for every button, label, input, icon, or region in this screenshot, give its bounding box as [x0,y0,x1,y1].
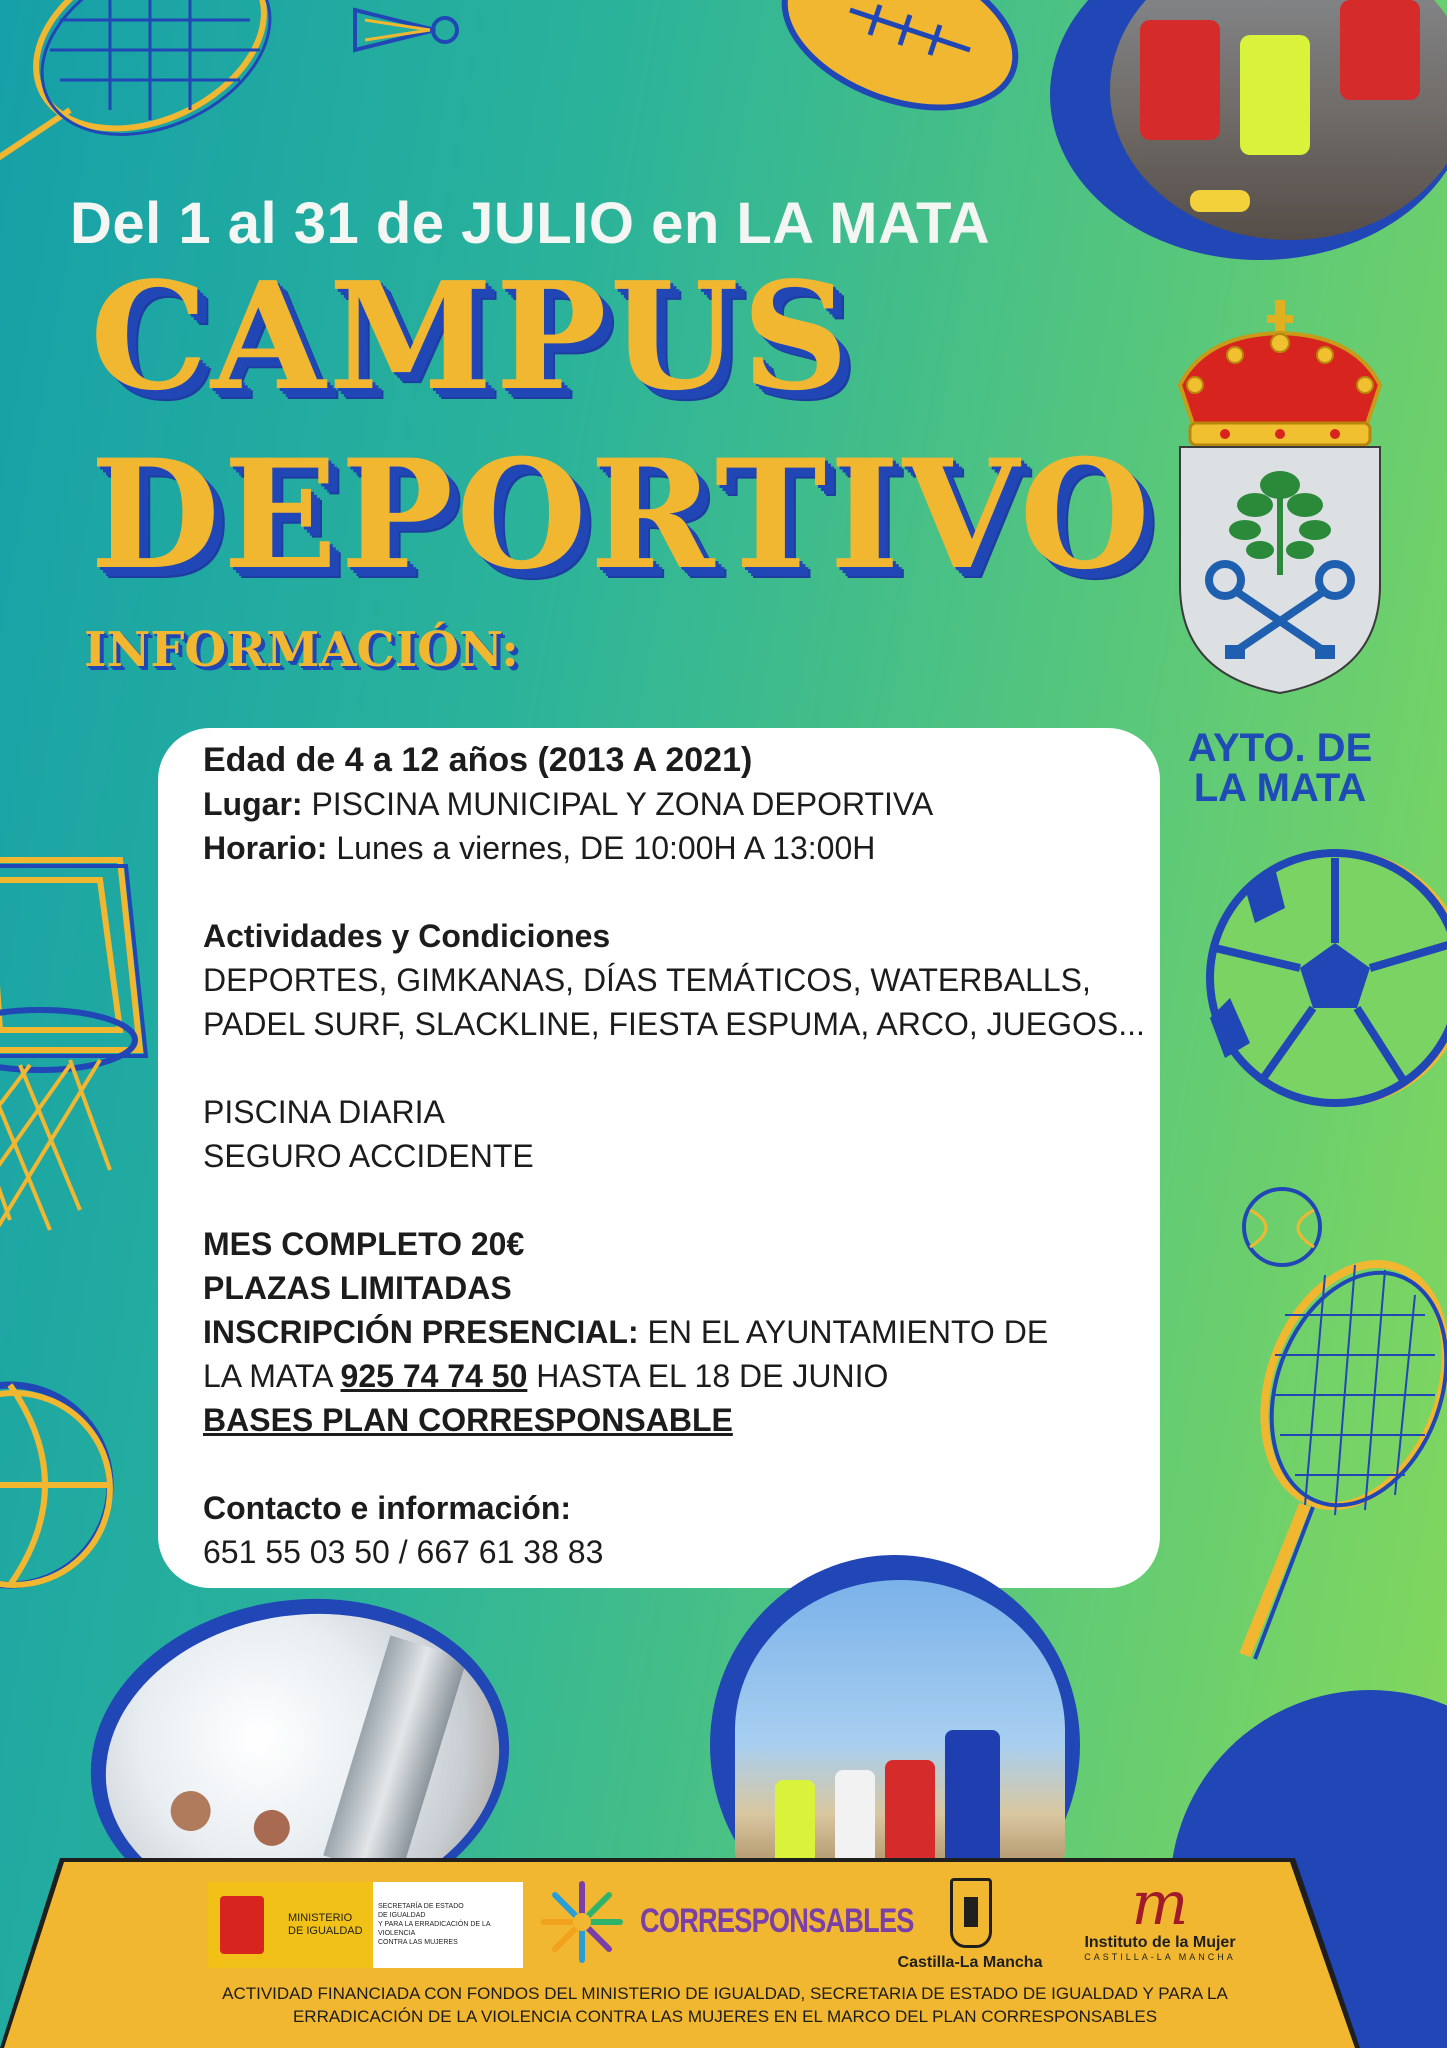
basketball-hoop-icon [0,840,160,1280]
activities-heading: Actividades y Condiciones [203,918,611,954]
age-range: Edad de 4 a 12 años (2013 A 2021) [203,741,753,779]
coat-of-arms-icon [1165,295,1395,695]
title-campus: CAMPUS [90,249,852,423]
info-card [158,728,1160,1588]
secretaria-line4: CONTRA LAS MUJERES [378,1939,458,1946]
corresponsables-icon [540,1880,624,1964]
ministerio-line1: MINISTERIO [288,1912,353,1924]
registration-phone-link[interactable]: 925 74 74 50 [340,1358,528,1394]
registration-value: EN EL AYUNTAMIENTO DE [638,1314,1049,1350]
registration-label: INSCRIPCIÓN PRESENCIAL: [203,1314,639,1350]
ministerio-logo [208,1882,373,1968]
municipality-name-line2: LA MATA [1193,766,1367,810]
funding-line2: ERRADICACIÓN DE LA VIOLENCIA CONTRA LAS MUJERES EN EL MARCO DEL PLAN CORRESPONSABLES [292,2007,1158,2026]
registration-row-2 [203,1354,1143,1398]
condition-insurance: SEGURO ACCIDENTE [203,1138,534,1174]
registration-row [203,1310,1143,1354]
secretaria-line1: SECRETARÍA DE ESTADO [378,1903,464,1910]
rugby-ball-icon [770,0,1030,130]
instituto-line2: CASTILLA-LA MANCHA [1084,1952,1236,1962]
schedule-row [203,826,1143,870]
place-row [203,782,1143,826]
castilla-shield-icon [950,1878,992,1948]
ministerio-line2: DE IGUALDAD [288,1925,363,1937]
municipality-name [1170,728,1390,808]
soccer-ball-icon [1205,848,1447,1118]
funding-notice [180,1982,1270,2028]
bases-plan-link[interactable]: BASES PLAN CORRESPONSABLE [203,1402,733,1438]
info-heading: INFORMACIÓN: [84,622,519,678]
spain-shield-icon [220,1896,264,1954]
instituto-line1: Instituto de la Mujer [1084,1934,1236,1951]
funding-line1: ACTIVIDAD FINANCIADA CON FONDOS DEL MINISTERIO DE IGUALDAD, SECRETARIA DE ESTADO DE IGUALDAD Y PARA LA [222,1984,1228,2003]
contact-phones: 651 55 03 50 / 667 61 38 83 [203,1534,604,1570]
corresponsables-label: CORRESPONSABLES [640,1902,914,1940]
secretaria-line2: DE IGUALDAD [378,1912,426,1919]
secretaria-logo [373,1882,523,1968]
tennis-racket-icon [1215,1255,1447,1675]
registration-suffix: HASTA EL 18 DE JUNIO [527,1358,889,1394]
date-line: Del 1 al 31 de JULIO en LA MATA [70,191,991,256]
price: MES COMPLETO 20€ [203,1226,525,1262]
activities-line1: DEPORTES, GIMKANAS, DÍAS TEMÁTICOS, WATERBALLS, [203,962,1091,998]
place-label: Lugar: [203,786,303,822]
shuttlecock-icon [345,0,465,60]
racket-icon [0,0,320,190]
activities-line2: PADEL SURF, SLACKLINE, FIESTA ESPUMA, ARCO, JUEGOS... [203,1006,1145,1042]
photo-team [735,1580,1065,1880]
schedule-label: Horario: [203,830,328,866]
castilla-label: Castilla-La Mancha [897,1954,1043,1971]
contact-heading: Contacto e información: [203,1490,572,1526]
municipality-name-line1: AYTO. DE [1187,726,1373,770]
place-value: PISCINA MUNICIPAL Y ZONA DEPORTIVA [302,786,934,822]
basketball-icon [0,1370,115,1610]
registration-prefix: LA MATA [203,1358,341,1394]
condition-pool: PISCINA DIARIA [203,1094,445,1130]
limited-places: PLAZAS LIMITADAS [203,1270,512,1306]
instituto-logo [1070,1869,1250,1980]
schedule-value: Lunes a viernes, DE 10:00H A 13:00H [327,830,876,866]
title-deportivo: DEPORTIVO [90,427,1154,603]
instituto-mark-icon: m [1131,1869,1189,1939]
secretaria-line3: Y PARA LA ERRADICACIÓN DE LA VIOLENCIA [378,1921,491,1937]
